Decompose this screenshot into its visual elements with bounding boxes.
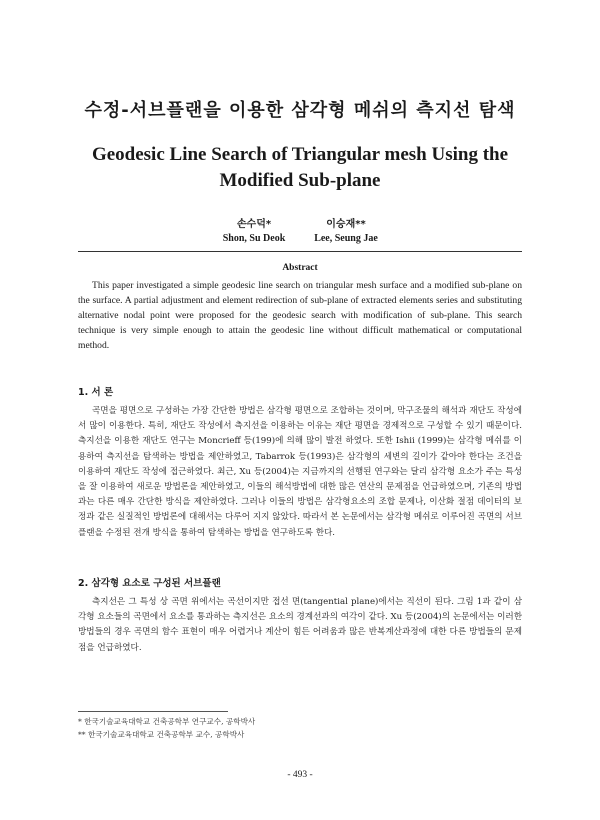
abstract-text: This paper investigated a simple geodesic line search on triangular mesh surface and a modified sub-plane on the surface. A partial adjustment and element redirection of sub-plane of extracted elements series and substituting alternative nodal point were proposed for the geodesic search with modification of sub-plane. This search technique is very simple enough to attain the geodesic line without difficult mathematical or computational method. — [78, 280, 522, 351]
title-korean: 수정-서브플랜을 이용한 삼각형 메쉬의 측지선 탐색 — [84, 100, 516, 121]
abstract-heading: Abstract — [282, 263, 318, 273]
page-number: - 493 - — [287, 770, 313, 780]
footnote-divider — [78, 711, 228, 712]
author-1-name-kr: 손수덕* — [236, 219, 272, 230]
section-2-body: 측지선은 그 특성 상 곡면 위에서는 곡선이지만 접선 면(tangential plane)에서는 직선이 된다. 그림 1과 같이 삼각형 요소들의 곡면에서 요소를 통과하는 측지선은 요소의 경계선과의 여각이 같다. Xu 등(2004)의 논문에서는 이러한 방법들의 경우 곡면의 함수 표현이 매우 어렵거나 계산이 힘든 어려움과 많은 반복계산과정에 대한 다른 방법들의 문제점을 언급하였다. — [78, 597, 522, 653]
author-2-name-en: Lee, Seung Jae — [314, 233, 378, 244]
section-1-heading: 1. 서 론 — [78, 387, 114, 398]
author-2 — [286, 218, 406, 246]
title-english: Geodesic Line Search of Triangular mesh Using the Modified Sub-plane — [91, 144, 509, 191]
footnote-2: ** 한국기술교육대학교 건축공학부 교수, 공학박사 — [78, 730, 245, 739]
footnote-1: * 한국기술교육대학교 건축공학부 연구교수, 공학박사 — [78, 717, 256, 726]
author-1-name-en: Shon, Su Deok — [222, 233, 286, 244]
authors-block — [0, 218, 600, 248]
author-2-name-kr: 이승재** — [326, 219, 366, 230]
section-1-body: 곡면을 평면으로 구성하는 가장 간단한 방법은 삼각형 평면으로 조합하는 것이며, 막구조물의 해석과 재단도 작성에서 많이 이용한다. 특히, 재단도 작성에서 측지선을 이용하는 이유는 재단 평면을 경제적으로 구성할 수 있기 때문이다. 측지선을 이용한 재단도 연구는 Moncrieff 등(199)에 의해 많이 발전 하였다. 또한 Ishii (1999)는 삼각형 메쉬를 이용하여 측지선을 탐색하는 방법을 제안하였고, Tabarrok 등(1993)은 삼각형의 세변의 길이가 같아야 한다는 조건을 이용하여 재단도 작성에 접근하였다. 최근, Xu 등(2004)는 지금까지의 선행된 연구와는 달리 삼각형 요소가 주는 특성을 잘 이용하여 새로운 방법론을 제안하였고, 이들의 해석방법에 대한 많은 연산의 문제점을 언급하였으며, 기존의 방법과는 다른 매우 간단한 방식을 제안하였다. 그러나 이들의 방법은 삼각형요소의 조합 문제나, 이산화 절점 데이터의 보정과 같은 실질적인 방법론에 대해서는 다루어 지지 않았다. 따라서 본 논문에서는 삼각형 메쉬로 이루어진 곡면의 서브플랜을 수정된 전개 방식을 통하여 탐색하는 방법을 연구하도록 한다. — [78, 406, 522, 538]
section-2-heading: 2. 삼각형 요소로 구성된 서브플랜 — [78, 578, 221, 589]
header-divider — [78, 251, 522, 252]
